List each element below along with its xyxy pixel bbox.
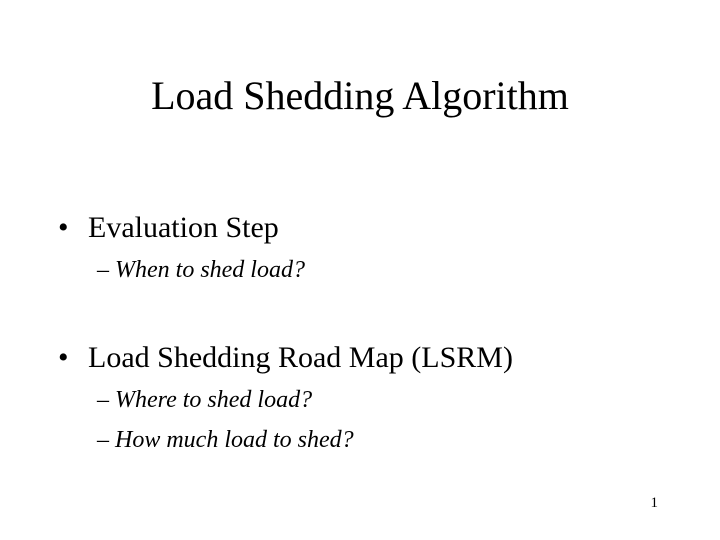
sub-bullet-text: How much load to shed? xyxy=(115,427,354,453)
sub-bullet-marker: – xyxy=(97,257,109,283)
sub-bullet-marker: – xyxy=(97,427,109,453)
slide-title: Load Shedding Algorithm xyxy=(151,73,569,118)
bullet-text: Evaluation Step xyxy=(88,211,279,244)
bullet-item xyxy=(58,210,279,246)
sub-bullet-item xyxy=(97,255,305,285)
bullet-marker: • xyxy=(58,341,69,374)
bullet-item xyxy=(58,340,513,376)
sub-bullet-text: When to shed load? xyxy=(115,257,305,283)
bullet-text: Load Shedding Road Map (LSRM) xyxy=(88,341,513,374)
bullet-marker: • xyxy=(58,211,69,244)
sub-bullet-text: Where to shed load? xyxy=(115,387,313,413)
sub-bullet-marker: – xyxy=(97,387,109,413)
page-number: 1 xyxy=(650,495,658,511)
sub-bullet-item xyxy=(97,385,312,415)
sub-bullet-item xyxy=(97,425,354,455)
